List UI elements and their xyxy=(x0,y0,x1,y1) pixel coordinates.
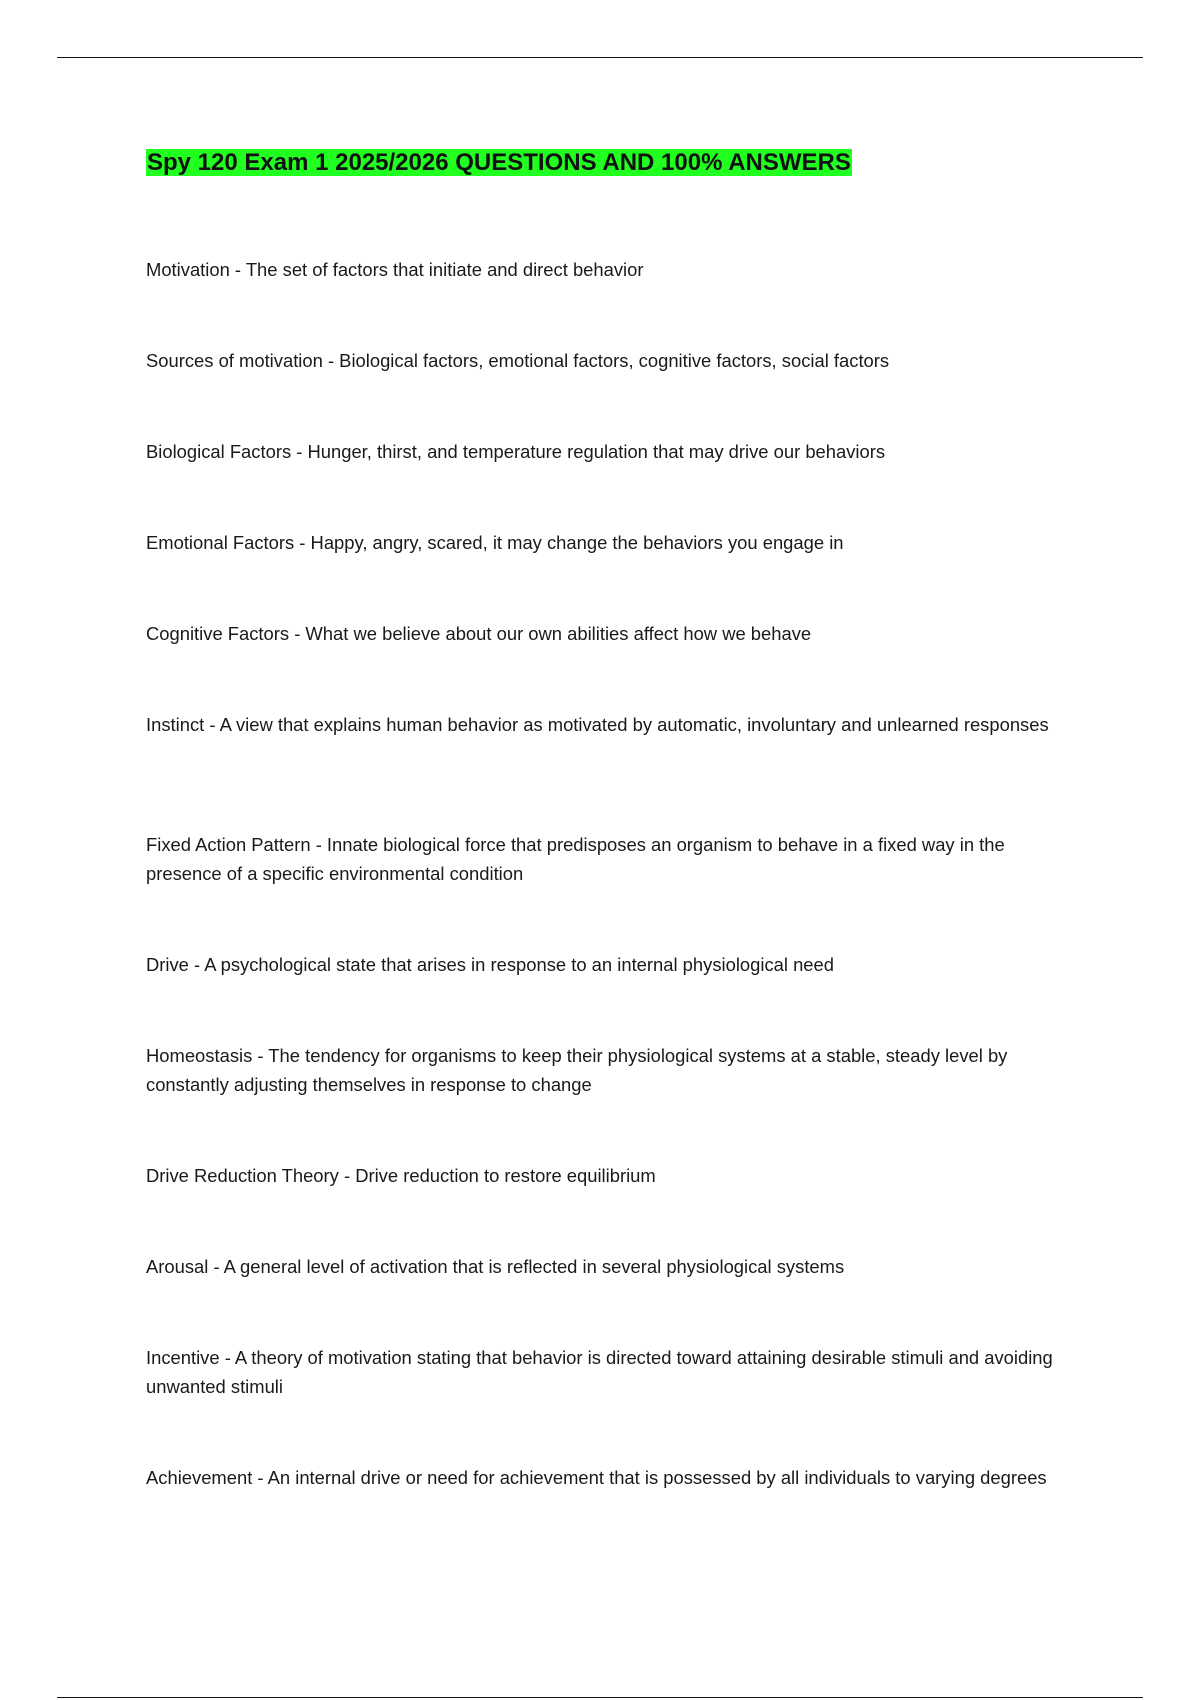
entry-drive: Drive - A psychological state that arises in response to an internal physiological need xyxy=(146,954,834,975)
entry-biological-factors: Biological Factors - Hunger, thirst, and temperature regulation that may drive our behaviors xyxy=(146,441,886,462)
entry-homeostasis: Homeostasis - The tendency for organisms to keep their physiological systems at a stable, steady level by constantly adjusting themselves in response to change xyxy=(146,1045,1008,1095)
entry-motivation: Motivation - The set of factors that initiate and direct behavior xyxy=(146,259,644,280)
entry-incentive: Incentive - A theory of motivation stating that behavior is directed toward attaining desirable stimuli and avoiding unwanted stimuli xyxy=(146,1347,1053,1397)
entry-achievement: Achievement - An internal drive or need for achievement that is possessed by all individuals to varying degrees xyxy=(146,1467,1047,1488)
document-title xyxy=(146,146,852,180)
entry-sources-of-motivation: Sources of motivation - Biological factors, emotional factors, cognitive factors, social factors xyxy=(146,350,890,371)
entry-drive-reduction-theory: Drive Reduction Theory - Drive reduction to restore equilibrium xyxy=(146,1165,656,1186)
bottom-rule xyxy=(57,1697,1143,1698)
entry-cognitive-factors: Cognitive Factors - What we believe about our own abilities affect how we behave xyxy=(146,623,812,644)
entry-emotional-factors: Emotional Factors - Happy, angry, scared, it may change the behaviors you engage in xyxy=(146,532,844,553)
entry-instinct: Instinct - A view that explains human behavior as motivated by automatic, involuntary and unlearned responses xyxy=(146,714,1049,735)
entry-fixed-action-pattern: Fixed Action Pattern - Innate biological force that predisposes an organism to behave in a fixed way in the presence of a specific environmental condition xyxy=(146,834,1005,884)
top-rule xyxy=(57,57,1143,58)
entry-arousal: Arousal - A general level of activation that is reflected in several physiological systems xyxy=(146,1256,845,1277)
title-highlight: Spy 120 Exam 1 2025/2026 QUESTIONS AND 100% ANSWERS xyxy=(147,149,851,176)
